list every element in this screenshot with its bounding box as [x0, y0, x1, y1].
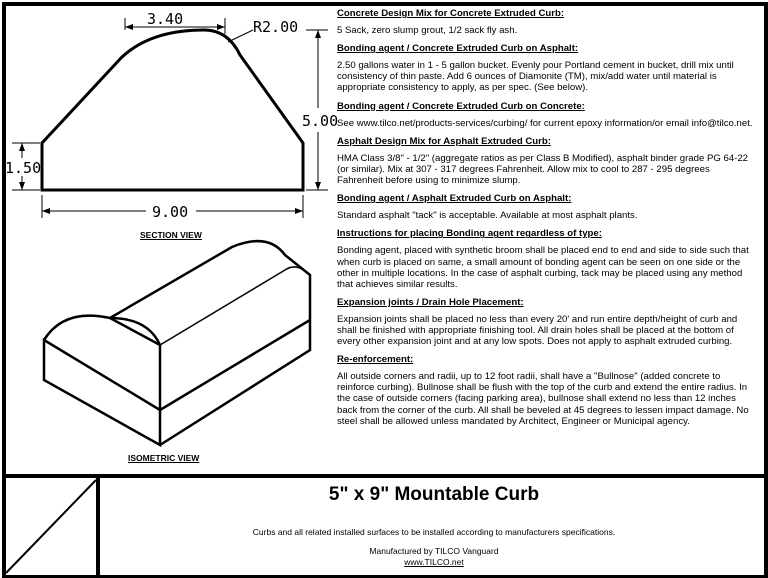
radius-leader [228, 30, 253, 42]
note-body: Expansion joints shall be placed no less than every 20' and run entire depth/height of curb and shall be finished with appropriate finishing tool. All drain holes shall be placed at the bottom of every other expansion joint and at any low spots. Does not apply to asphalt extruded curbing. [337, 313, 738, 348]
note-body: All outside corners and radii, up to 12 foot radii, shall have a "Bullnose" (added concrete to reinforce curbing). Bullnose shall be flush with the top of the curb and extend the entire radius. In the case of outside corners (facing parking area), bullnose shall extend no less than 12 inches back from the corner of the curb. All shall be beveled at 45 degrees to lessen impact damage. No steel shall be allowed unless mandated by Architect, Engineer or Municipal agency. [337, 371, 749, 427]
dim-top-width: 3.40 [147, 10, 184, 28]
drawing-title: 5" x 9" Mountable Curb [328, 484, 540, 505]
note-body: See www.tilco.net/products-services/curbing/ for current epoxy information/or email info@tilco.net. [337, 117, 753, 129]
section-view-drawing [5, 10, 338, 221]
note-bonding-concrete-on-concrete [337, 101, 757, 129]
isometric-view-drawing [44, 241, 310, 445]
corner-diagonal [6, 480, 96, 573]
section-view-label: SECTION VIEW [140, 230, 202, 240]
note-bonding-concrete-on-asphalt [337, 43, 757, 93]
note-heading: Bonding agent / Concrete Extruded Curb on Concrete: [337, 100, 585, 112]
note-body: HMA Class 3/8" - 1/2" (aggregate ratios as per Class B Modified), asphalt binder grade PG 64-22 (or similar). Mix at 307 - 317 degrees Fahrenheit. Allow mix to cool to 287 - 295 degrees Fahrenheit before using to minimize slump. [337, 152, 749, 187]
note-expansion-joints [337, 297, 757, 347]
note-body: 5 Sack, zero slump grout, 1/2 sack fly ash. [337, 25, 518, 37]
dim-base-width: 9.00 [152, 203, 189, 221]
dim-side-height: 1.50 [5, 159, 42, 177]
manufacturer-text: Manufactured by TILCO Vanguard [369, 546, 499, 556]
note-reenforcement [337, 354, 757, 427]
note-heading: Asphalt Design Mix for Asphalt Extruded Curb: [337, 135, 551, 147]
curb-section-profile [42, 30, 303, 190]
note-heading: Bonding agent / Concrete Extruded Curb on Asphalt: [337, 43, 579, 55]
dim-radius: R2.00 [253, 18, 299, 36]
note-heading: Expansion joints / Drain Hole Placement: [337, 296, 524, 308]
note-heading: Bonding agent / Asphalt Extruded Curb on Asphalt: [337, 193, 572, 205]
note-body: 2.50 gallons water in 1 - 5 gallon bucket. Evenly pour Portland cement in bucket, drill mix until consistency of thin paste. Add 6 ounces of Diamonite (TM), mix/add water until material is appropriate consistency to apply, as per spec. (See below). [337, 60, 734, 94]
note-body: Bonding agent, placed with synthetic broom shall be placed end to end and side to side such that when curb is placed on same, a small amount of bonding agent can be seen on one side or the other in multiple locations. In the case of asphalt curbing, tack may be placed using any method that achieves similar results. [337, 245, 749, 290]
isometric-view-label: ISOMETRIC VIEW [128, 453, 200, 463]
iso-end-face [44, 340, 160, 445]
note-bonding-instructions [337, 228, 757, 289]
note-concrete-mix [337, 8, 757, 36]
note-bonding-asphalt-on-asphalt [337, 193, 757, 221]
note-asphalt-mix [337, 136, 757, 186]
website-link[interactable]: www.TILCO.net [404, 557, 464, 567]
dim-height: 5.00 [302, 112, 339, 130]
note-body: Standard asphalt "tack" is acceptable. Available at most asphalt plants. [337, 210, 638, 222]
note-heading: Concrete Design Mix for Concrete Extruded Curb: [337, 8, 565, 19]
note-heading: Re-enforcement: [337, 354, 414, 366]
spec-notes [337, 8, 757, 434]
note-heading: Instructions for placing Bonding agent regardless of type: [337, 228, 602, 240]
installation-disclaimer: Curbs and all related installed surfaces to be installed according to manufacturers specifications. [252, 527, 616, 537]
